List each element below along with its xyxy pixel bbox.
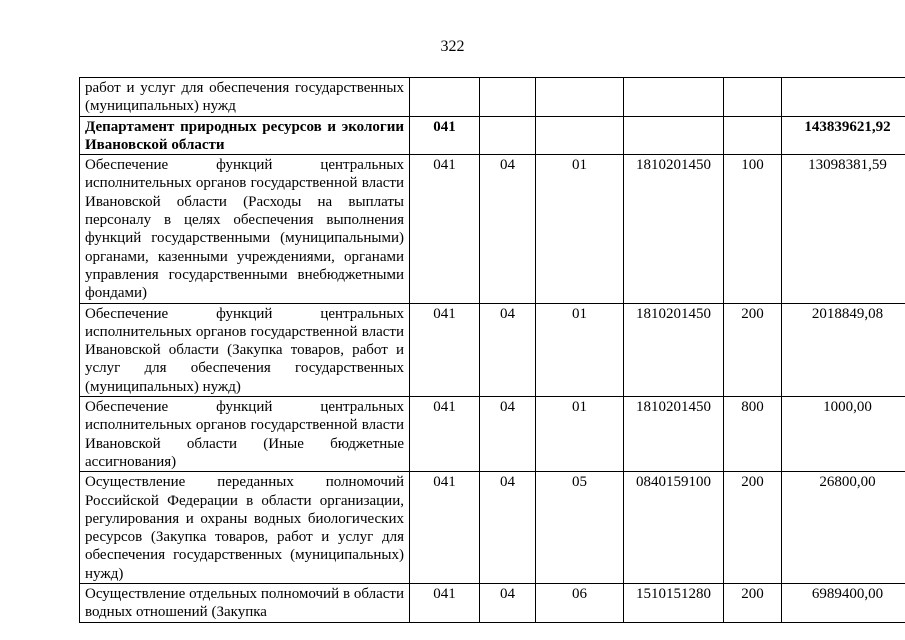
description-cell: Департамент природных ресурсов и экологии Ивановской области [80, 116, 410, 155]
subsection-code-cell [536, 78, 624, 117]
amount-cell [782, 78, 905, 117]
table-row [80, 397, 905, 472]
subsection-code-cell: 01 [536, 397, 624, 472]
table-row [80, 78, 905, 117]
description-cell: Осуществление отдельных полномочий в области водных отношений (Закупка [80, 584, 410, 623]
target-article-cell: 1810201450 [624, 155, 724, 303]
subsection-code-cell [536, 116, 624, 155]
amount-cell: 1000,00 [782, 397, 905, 472]
target-article-cell: 1810201450 [624, 303, 724, 396]
description-cell: Осуществление переданных полномочий Российской Федерации в области организации, регулирования и охраны водных биологических ресурсов (Закупка товаров, работ и услуг для обеспечения государственных (муниципальных) нужд) [80, 472, 410, 584]
expense-type-cell: 200 [724, 303, 782, 396]
table-row [80, 116, 905, 155]
subsection-code-cell: 05 [536, 472, 624, 584]
section-code-cell: 04 [480, 155, 536, 303]
table-row [80, 303, 905, 396]
table-row [80, 155, 905, 303]
target-article-cell [624, 116, 724, 155]
section-code-cell: 04 [480, 397, 536, 472]
description-cell: работ и услуг для обеспечения государственных (муниципальных) нужд [80, 78, 410, 117]
expense-type-cell: 100 [724, 155, 782, 303]
table-body [80, 78, 905, 623]
subsection-code-cell: 06 [536, 584, 624, 623]
amount-cell: 26800,00 [782, 472, 905, 584]
ministry-code-cell: 041 [410, 116, 480, 155]
ministry-code-cell: 041 [410, 303, 480, 396]
expense-type-cell: 800 [724, 397, 782, 472]
ministry-code-cell: 041 [410, 584, 480, 623]
target-article-cell [624, 78, 724, 117]
ministry-code-cell: 041 [410, 155, 480, 303]
amount-cell: 13098381,59 [782, 155, 905, 303]
target-article-cell: 0840159100 [624, 472, 724, 584]
ministry-code-cell [410, 78, 480, 117]
expense-type-cell: 200 [724, 472, 782, 584]
description-cell: Обеспечение функций центральных исполнительных органов государственной власти Ивановской области (Иные бюджетные ассигнования) [80, 397, 410, 472]
section-code-cell: 04 [480, 303, 536, 396]
expense-type-cell: 200 [724, 584, 782, 623]
amount-cell: 6989400,00 [782, 584, 905, 623]
description-cell: Обеспечение функций центральных исполнительных органов государственной власти Ивановской области (Закупка товаров, работ и услуг для обеспечения государственных (муниципальных) нужд) [80, 303, 410, 396]
target-article-cell: 1810201450 [624, 397, 724, 472]
target-article-cell: 1510151280 [624, 584, 724, 623]
section-code-cell: 04 [480, 584, 536, 623]
ministry-code-cell: 041 [410, 397, 480, 472]
expense-type-cell [724, 78, 782, 117]
section-code-cell [480, 78, 536, 117]
amount-cell: 2018849,08 [782, 303, 905, 396]
description-cell: Обеспечение функций центральных исполнительных органов государственной власти Ивановской области (Расходы на выплаты персоналу в целях обеспечения выполнения функций государственными (муниципальными) органами, казенными учреждениями, органами управления государственными внебюджетными фондами) [80, 155, 410, 303]
section-code-cell: 04 [480, 472, 536, 584]
table-row [80, 472, 905, 584]
budget-table [79, 77, 905, 623]
table-row [80, 584, 905, 623]
amount-cell: 143839621,92 [782, 116, 905, 155]
expense-type-cell [724, 116, 782, 155]
subsection-code-cell: 01 [536, 155, 624, 303]
ministry-code-cell: 041 [410, 472, 480, 584]
section-code-cell [480, 116, 536, 155]
page-number: 322 [440, 38, 465, 55]
subsection-code-cell: 01 [536, 303, 624, 396]
